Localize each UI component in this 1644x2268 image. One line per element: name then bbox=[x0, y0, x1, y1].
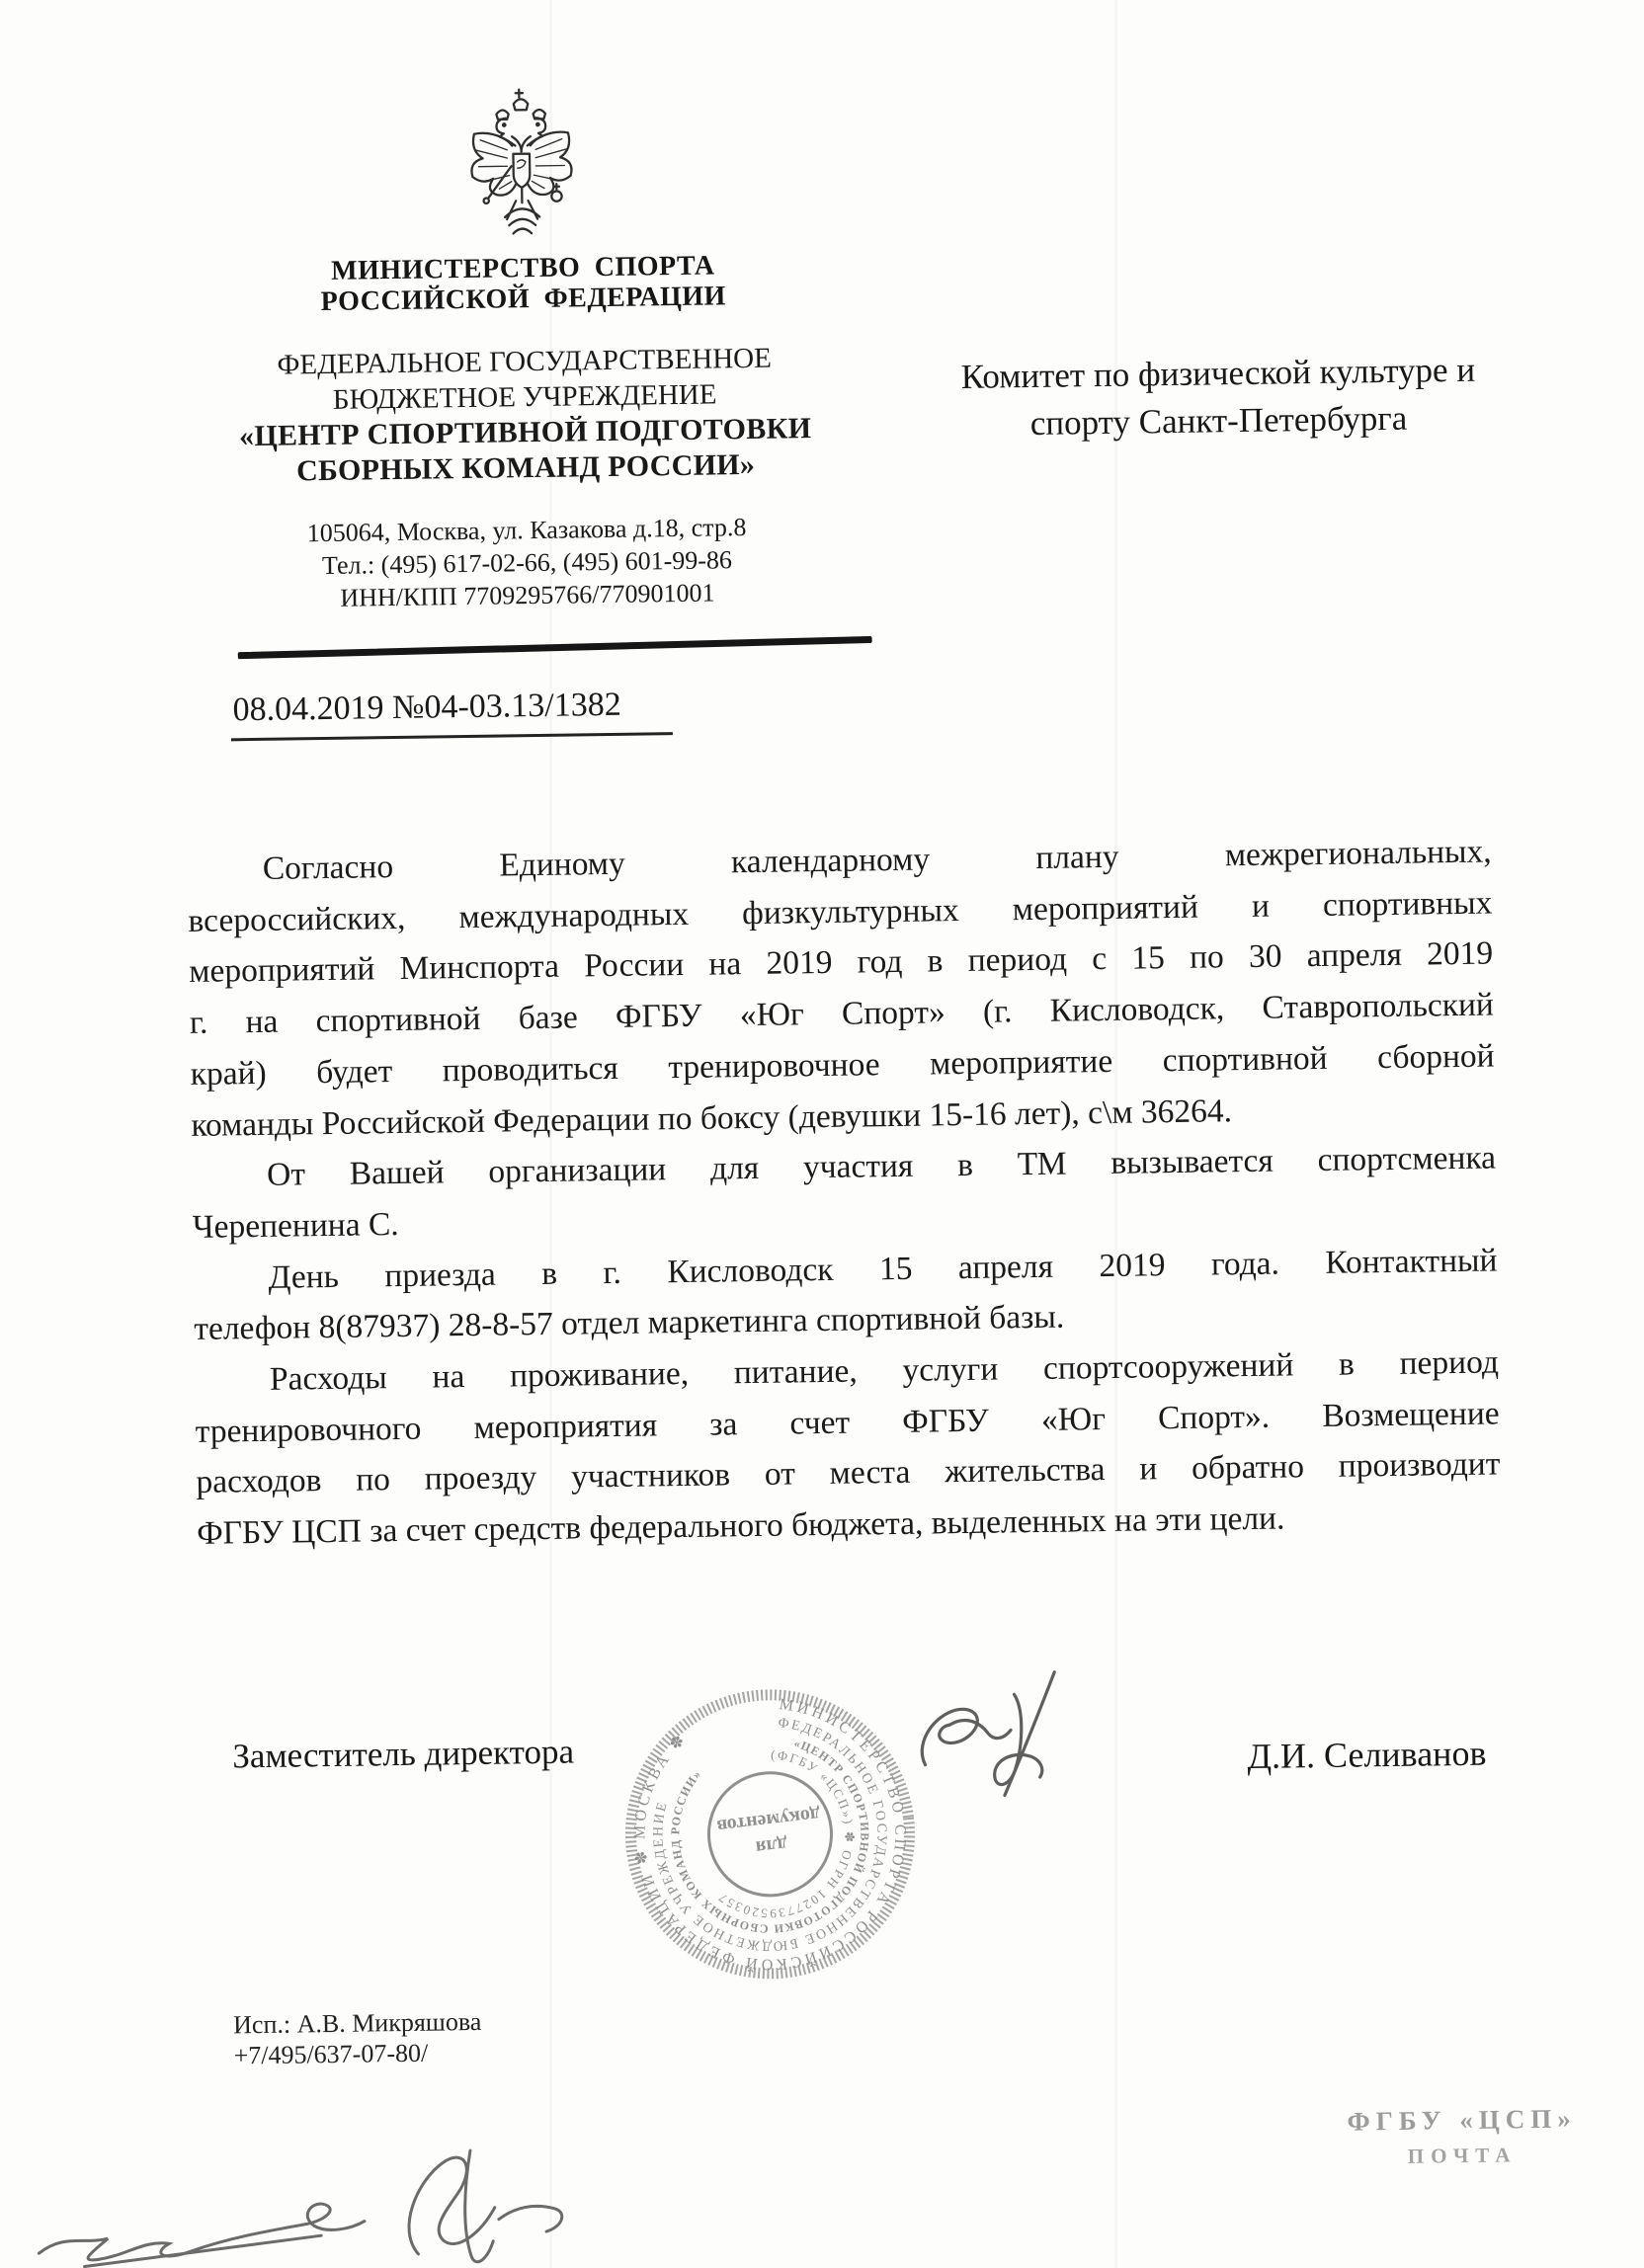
postal-mark-org: ФГБУ «ЦСП» bbox=[1347, 2103, 1577, 2137]
body-line: Расходы на проживание, питание, услуги спортсооружений в период bbox=[269, 1343, 1500, 1398]
body-line: г. на спортивной базе ФГБУ «Юг Спорт» (г. Кисловодск, Ставропольский bbox=[189, 986, 1495, 1042]
ministry-name bbox=[157, 248, 889, 319]
reference-number bbox=[230, 686, 673, 741]
addressee-block bbox=[928, 346, 1510, 448]
organization-name bbox=[158, 339, 891, 491]
postal-mark-label: ПОЧТА bbox=[1407, 2143, 1518, 2168]
date-number-text: 08.04.2019 №04-03.13/1382 bbox=[230, 686, 673, 741]
organization-line: «ЦЕНТР СПОРТИВНОЙ ПОДГОТОВКИ bbox=[238, 412, 812, 453]
round-stamp-icon bbox=[616, 1681, 923, 1987]
stamp-ring-ogrn-text: (ФГБУ «ЦСП») ✽ ОГРН 1027739520357 bbox=[714, 1746, 858, 1921]
coat-of-arms-eagle-icon bbox=[459, 82, 584, 254]
body-line: расходов по проезду участников от места жительства и обратно производит bbox=[196, 1445, 1501, 1501]
body-line: От Вашей организации для участия в ТМ вызывается спортсменка bbox=[266, 1139, 1497, 1194]
executor-line: +7/495/637-07-80/ bbox=[233, 2038, 429, 2070]
body-line: Согласно Единому календарному плану межрегиональных, bbox=[262, 833, 1492, 887]
ministry-line: РОССИЙСКОЙ ФЕДЕРАЦИИ bbox=[320, 281, 727, 318]
handwritten-scribbles-icon bbox=[24, 2135, 589, 2268]
organization-line: БЮДЖЕТНОЕ УЧРЕЖДЕНИЕ bbox=[332, 378, 717, 416]
handwritten-signature-icon bbox=[896, 1665, 1091, 1838]
inn-kpp-line: ИНН/КПП 7709295766/770901001 bbox=[340, 578, 715, 612]
body-line: мероприятий Минспорта России на 2019 год в период с 15 по 30 апреля 2019 bbox=[188, 934, 1494, 991]
stamp-ring-org-text: «ЦЕНТР СПОРТИВНОЙ ПОДГОТОВКИ СБОРНЫХ КОМАНД РОССИИ» bbox=[668, 1736, 872, 1936]
letterhead-contacts bbox=[161, 509, 893, 616]
body-line: край) будет проводиться тренировочное мероприятие спортивной сборной bbox=[190, 1037, 1495, 1093]
addressee-line: Комитет по физической культуре и bbox=[960, 350, 1476, 396]
stamp-center-line1: для bbox=[754, 1832, 789, 1859]
body-line: телефон 8(87937) 28-8-57 отдел маркетинга спортивной базы. bbox=[194, 1298, 1065, 1348]
body-line: всероссийских, международных физкультурных мероприятий и спортивных bbox=[188, 884, 1493, 939]
stamp-ring-outer-text: МИНИСТЕРСТВО СПОРТА РОССИЙСКОЙ ФЕДЕРАЦИИ ✽ МОСКВА ✽ bbox=[631, 1695, 909, 1974]
letterhead-divider-line bbox=[238, 636, 872, 659]
body-line: День приезда в г. Кисловодск 15 апреля 2019 года. Контактный bbox=[268, 1242, 1498, 1296]
address-line: 105064, Москва, ул. Казакова д.18, стр.8 bbox=[306, 513, 747, 548]
body-line: Черепенина С. bbox=[192, 1205, 399, 1246]
stamp-center-line2: документов bbox=[715, 1803, 822, 1838]
stamp-ring-middle-text: ФЕДЕРАЛЬНОЕ ГОСУДАРСТВЕННОЕ БЮДЖЕТНОЕ УЧРЕЖДЕНИЕ bbox=[651, 1715, 889, 1954]
signer-name: Д.И. Селиванов bbox=[1247, 1733, 1487, 1777]
body-line: тренировочного мероприятия за счет ФГБУ «Юг Спорт». Возмещение bbox=[195, 1395, 1500, 1450]
body-line: команды Российской Федерации по боксу (девушки 15-16 лет), с\м 36264. bbox=[191, 1092, 1233, 1144]
body-text bbox=[187, 827, 1501, 1560]
organization-line: СБОРНЫХ КОМАНД РОССИИ» bbox=[295, 447, 756, 488]
organization-line: ФЕДЕРАЛЬНОЕ ГОСУДАРСТВЕННОЕ bbox=[277, 342, 773, 381]
addressee-line: спорту Санкт-Петербурга bbox=[1029, 398, 1408, 443]
postal-mark bbox=[1335, 2103, 1589, 2170]
phone-line: Тел.: (495) 617-02-66, (495) 601-99-86 bbox=[321, 545, 733, 581]
executor-line: Исп.: А.В. Микряшова bbox=[232, 2006, 482, 2040]
body-line: ФГБУ ЦСП за счет средств федерального бюджета, выделенных на эти цели. bbox=[196, 1499, 1285, 1553]
signer-position-title: Заместитель директора bbox=[232, 1732, 575, 1776]
executor-block bbox=[233, 2006, 482, 2071]
ministry-line: МИНИСТЕРСТВО СПОРТА bbox=[330, 250, 715, 286]
